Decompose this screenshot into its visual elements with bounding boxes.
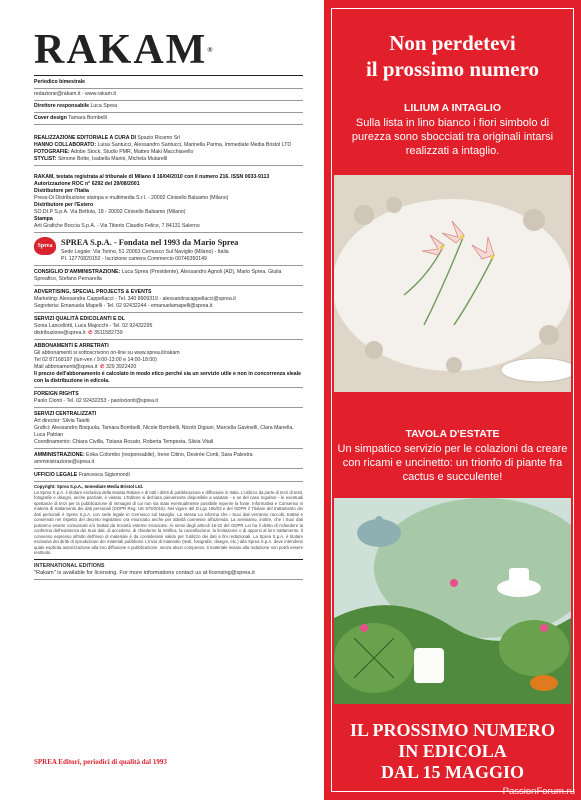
servizi-block: SERVIZI QUALITÀ EDICOLANTI E DL Sonia Lancellotti, Luca Majocchi - Tel. 02 92432295 distribuzione@sprea.it ✆ 3511582739: [34, 315, 153, 336]
advertising-block: ADVERTISING, SPECIAL PROJECTS & EVENTS Marketing: Alessandra Cappellacci - Tel. 340 8909319 - alessandracappellacci@sprea.it Segreteria: Emanuela Mapelli - Tel. 02 92432244 - emanuelamapelli@sprea.it: [34, 288, 236, 309]
contact-email: redazione@rakam.it - www.rakam.it: [34, 91, 116, 98]
abbonamenti-block: ABBONAMENTI E ARRETRATI Gli abbonamenti si sottoscrivono on-line su www.sprea.it/rakam Tel 02 87168197 (lun-ven / 9:00-13:00 e 14:00-18:00) Mail abbonamenti@sprea.it ✆ 329 3922420 Il prezzo dell'abbonamento è calcolato in modo etico perché sia un servizio utile e non in concorrenza sleale con la distribuzione in edicola.: [34, 342, 302, 384]
centralizzati-block: SERVIZI CENTRALIZZATI Art director: Silvia Taietti Grafici: Alessandro Bisquola, Tamara Bombelli, Nicole Bombelli, Nicolò Digiuni, Marcella Gavinelli, Clara Manella, Luca Patrian Coordinamento: Chiara Civilla, Tiziana Rosato, Roberta Tempesta, Silvia Vitali: [34, 410, 294, 445]
legale-block: UFFICIO LEGALE Francesca Sigismondi: [34, 471, 130, 478]
next-issue-date: IL PROSSIMO NUMERO IN EDICOLA DAL 15 MAGGIO: [349, 720, 556, 782]
sprea-logo: Sprea: [34, 237, 56, 255]
cover-row: Cover design Tamara Bombelli: [34, 115, 107, 122]
next-issue-panel: [324, 0, 581, 800]
lace-tablecloth-image: [334, 175, 571, 392]
rakam-logo: RAKAM®: [34, 27, 215, 73]
realizzazione-block: REALIZZAZIONE EDITORIALE A CURA DI Spazio Ricamo Srl HANNO COLLABORATO: Luisa Santucci, Alessandro Santucci, Marinella Parma, Immediate Media Bristol LTD FOTOGRAFIE: Adobe Stock, Studio PMR, Matteo Maki Macchiavello STYLIST: Simone Botte, Isabella Marini, Michela Mutarelli: [34, 135, 292, 163]
copyright-block: Copyright: Sprea S.p.A., Immediate Media Bristol Ltd. La Sprea S.p.A. è titolare esclusiva della testata Rakam e di tutti i diritti di pubblicazione e diffusione in Italia. L'utilizzo da parte di terzi di testi, fotografie e disegni, anche parziale, è vietato. L'Editore si dichiara pienamente disponibile a valutare - e se del caso regolare - le eventuali spettanze di terzi per la pubblicazione di immagini di cui non sia stato eventualmente possibile reperire la fonte. Informativa e Consenso in materia di trattamento dei dati personali (GDPR Reg. UE 679/2016). Nel vigore del D.Lgs 196/03 e del GDPR il Titolare del trattamento dei dati personali è Sprea S.p.A. con sede legale in Cernusco sul Naviglio. La stessa La informa che i Suoi dati verranno raccolti, trattati e conservati nel rispetto del decreto legislativo ora enunciato anche per attività connesse all'azienda. La avvisiamo, inoltre, che i Suoi dati potranno essere comunicati e/o trattati da Società esterne Incaricate. Ai sensi degli articoli 15-22 del GDPR Lei ha il diritto di richiedere la conferma dell'esistenza dei Suoi dati, di accedervi, di chiederne la rettifica, la cancellazione, la limitazione o di opporsi al loro trattamento. Il consenso espresso all'atto dell'invio di materiale è da considerarsi valido per l'utilizzo dei dati a fini redazionali. La Sprea S.p.A. è titolare esclusiva dei diritti di riproduzione dei materiali pubblicati. L'invio di materiale (testi, fotografie, disegni, etc.) alla Sprea S.p.A. deve intendersi quale esplicita autorizzazione alla loro diffusione e pubblicazione, senza alcun compenso. Il materiale inviato alla redazione non potrà essere restituito.: [34, 484, 303, 555]
registrazione-block: RAKAM, testata registrata al tribunale di Milano il 16/04/2010 con il numero 216. ISSN 0033-9113 Autorizzazione ROC n° 6292 del 29/08/2001 Distributore per l'Italia Press-Di Distribuzione stampa e multimedia S.r.l. - 20092 Cinisello Balsamo (Milano) Distributore per l'Estero SO.DI.P S.p.A. Via Bettola, 18 - 20092 Cinisello Balsamo (Milano) Stampa Arti Grafiche Boccia S.p.A. - Via Tiberio Claudio Felice, 7 84131 Salerno: [34, 174, 270, 230]
cactus-photo: [334, 498, 571, 704]
sprea-tagline: SPREA Editori, periodici di qualità dal 1993: [34, 758, 167, 766]
sprea-header: Sprea SPREA S.p.A. - Fondata nel 1993 da Mario Sprea Sede Legale: Via Torino, 51 20063 Cernusco Sul Naviglio (Milano) - Italia PI. 12770820152 - Iscrizione camera Commercio 00746350149: [34, 237, 303, 262]
amministrazione-block: AMMINISTRAZIONE: Erika Colombo (responsabile), Irene Citino, Desirée Conti, Sara Palestra amministrazione@sprea.it: [34, 451, 253, 465]
divider: [34, 75, 303, 76]
feature1-text: Sulla lista in lino bianco i fiori simbolo di purezza sono sbocciati tra originali intarsi realizzati a intaglio.: [351, 117, 554, 157]
feature2-title: TAVOLA D'ESTATE: [405, 428, 500, 440]
lilium-photo: [334, 175, 571, 392]
sprea-title: SPREA S.p.A. - Fondata nel 1993 da Mario Sprea: [61, 238, 239, 248]
direttore-row: Direttore responsabile Luca Sprea: [34, 103, 118, 110]
international-block: INTERNATIONAL EDITIONS "Rakam" is available for licensing. For more informations contact us at licensing@sprea.it: [34, 562, 255, 576]
foreign-rights-block: FOREIGN RIGHTS Paolo Cionti - Tel. 02 92432253 - paolocionti@sprea.it: [34, 390, 158, 404]
feature1-title: LILIUM A INTAGLIO: [403, 102, 501, 114]
next-issue-headline: Non perdetevi il prossimo numero: [365, 31, 540, 81]
watermark: PassionForum.ru: [502, 786, 575, 797]
cda-block: CONSIGLIO D'AMMINISTRAZIONE: Luca Sprea (Presidente), Alessandro Agnoli (AD), Mario Sprea, Giulia Spreafico, Stefano Pernarella: [34, 268, 282, 282]
feature2-text: Un simpatico servizio per le colazioni da creare con ricami e uncinetto: un trionfo di piante fra cactus e succulente!: [337, 443, 568, 483]
periodico: Periodico bimestrale: [34, 79, 86, 85]
cactus-table-image: [334, 498, 571, 704]
